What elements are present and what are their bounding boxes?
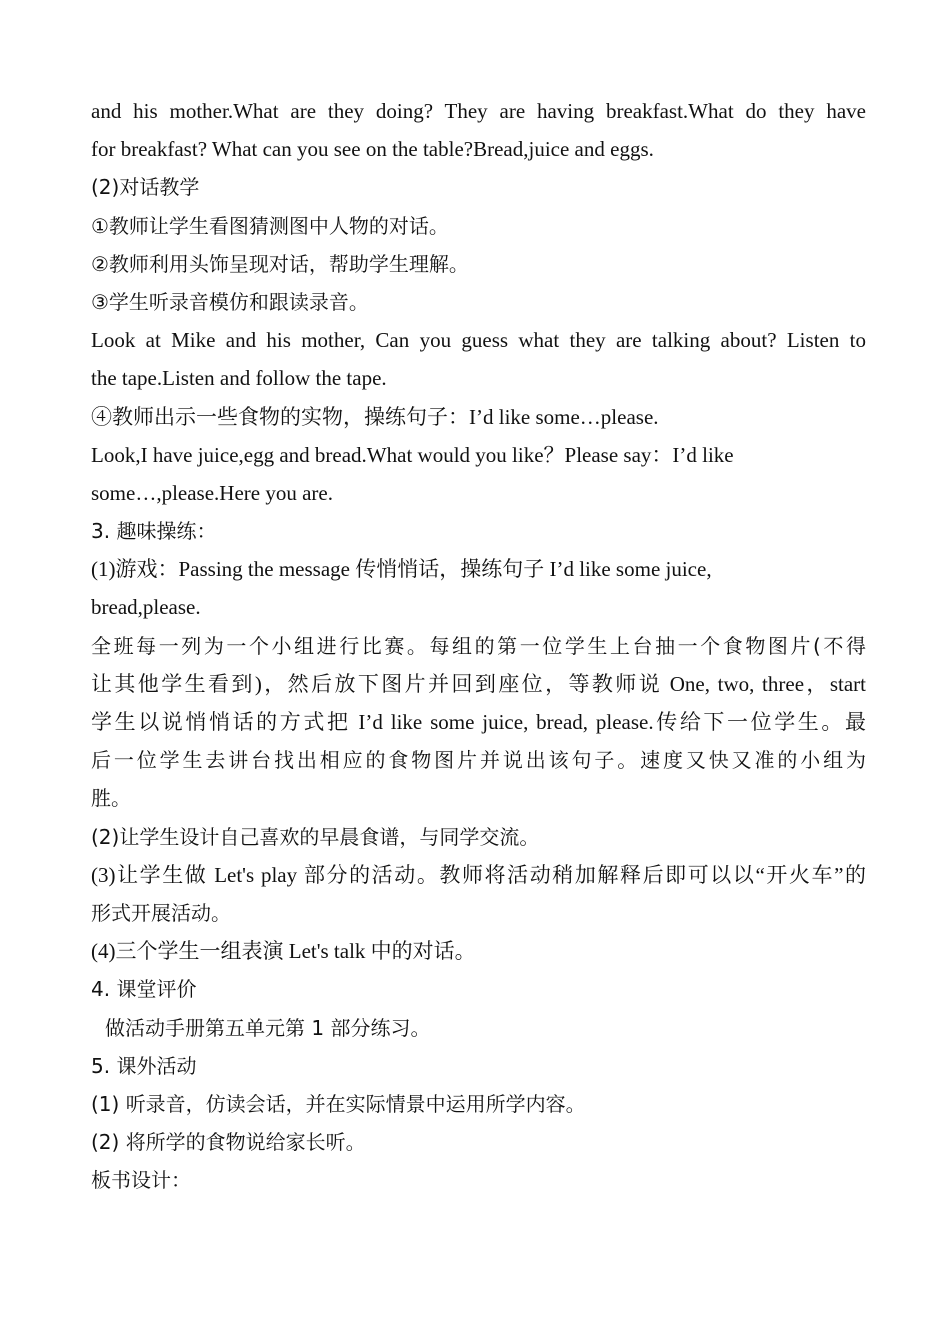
section-heading-evaluation: 4. 课堂评价: [91, 977, 197, 1002]
text-line-19: 胜。: [91, 786, 131, 811]
text-line-step-3: ③学生听录音模仿和跟读录音。: [91, 289, 369, 314]
text-line-22: 形式开展活动。: [91, 900, 231, 925]
text-line-10: Look,I have juice,egg and bread.What would you like？Please say：I’d like: [91, 442, 734, 467]
text-line-game: (1)游戏：Passing the message 传悄悄话，操练句子 I’d like some juice,: [91, 557, 712, 582]
text-line-workbook: 做活动手册第五单元第 1 部分练习。: [105, 1015, 431, 1040]
section-heading-dialogue-teaching: (2)对话教学: [91, 175, 200, 200]
text-line-17: 学生以说悄悄话的方式把 I’d like some juice, bread, please.传给下一位学生。最: [91, 710, 866, 734]
text-line-step-4: ④教师出示一些食物的实物，操练句子：I’d like some…please.: [91, 404, 659, 429]
text-line-lets-play: (3)让学生做 Let's play 部分的活动。教师将活动稍加解释后即可以以“开火车”的: [91, 862, 866, 887]
text-line-15: 全班每一列为一个小组进行比赛。每组的第一位学生上台抽一个食物图片(不得: [91, 633, 866, 658]
text-line-18: 后一位学生去讲台找出相应的食物图片并说出该句子。速度又快又准的小组为: [91, 748, 866, 773]
text-line-14: bread,please.: [91, 595, 201, 620]
text-line-step-1: ①教师让学生看图猜测图中人物的对话。: [91, 213, 449, 238]
text-line-7: Look at Mike and his mother, Can you guess what they are talking about? Listen to: [91, 328, 866, 353]
section-heading-extracurricular: 5. 课外活动: [91, 1053, 197, 1078]
section-heading-fun-practice: 3. 趣味操练：: [91, 519, 217, 544]
text-line-11: some…,please.Here you are.: [91, 480, 333, 505]
text-line-design-menu: (2)让学生设计自己喜欢的早晨食谱，与同学交流。: [91, 824, 540, 849]
text-line-step-2: ②教师利用头饰呈现对话，帮助学生理解。: [91, 251, 469, 276]
text-line-listen-recording: (1) 听录音，仿读会话，并在实际情景中运用所学内容。: [91, 1091, 586, 1116]
text-line-2: for breakfast? What can you see on the table?Bread,juice and eggs.: [91, 137, 654, 162]
lesson-plan-text: [91, 92, 866, 1199]
text-line-1: and his mother.What are they doing? They are having breakfast.What do they have: [91, 99, 866, 123]
text-line-lets-talk: (4)三个学生一组表演 Let's talk 中的对话。: [91, 939, 476, 964]
text-line-tell-parents: (2) 将所学的食物说给家长听。: [91, 1130, 366, 1155]
section-heading-blackboard-design: 板书设计：: [91, 1168, 191, 1193]
text-line-8: the tape.Listen and follow the tape.: [91, 366, 387, 391]
text-line-16: 让其他学生看到)，然后放下图片并回到座位，等教师说 One, two, three，start: [91, 671, 866, 696]
